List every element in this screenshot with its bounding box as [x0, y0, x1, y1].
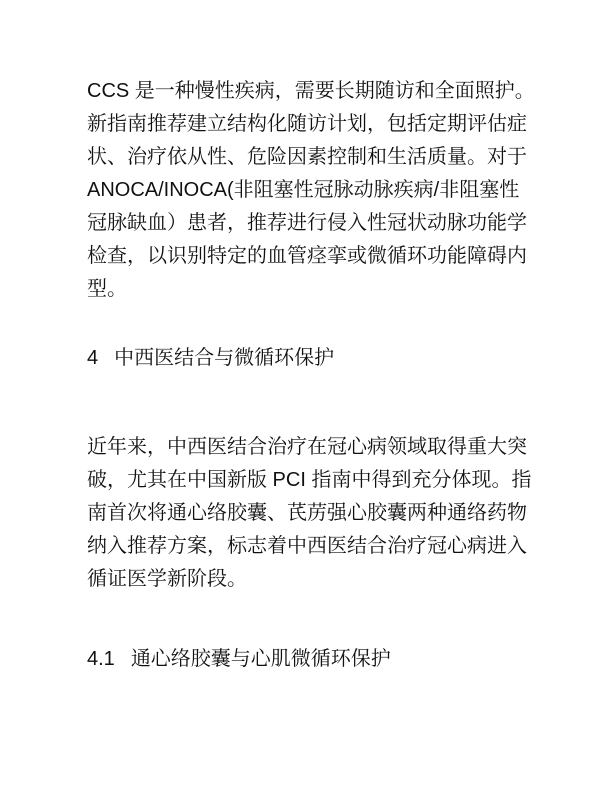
text-line: 检查，以识别特定的血管痉挛或微循环功能障碍内 — [87, 245, 527, 267]
heading-number: 4.1 — [87, 648, 115, 670]
text-line: 破，尤其在中国新版 PCI 指南中得到充分体现。指 — [87, 469, 532, 491]
text-line: 状、治疗依从性、危险因素控制和生活质量。对于 — [87, 146, 527, 168]
text-line: 冠脉缺血）患者，推荐进行侵入性冠状动脉功能学 — [87, 212, 527, 234]
text-line: 循证医学新阶段。 — [87, 568, 247, 590]
text-line: ANOCA/INOCA(非阻塞性冠脉动脉疾病/非阻塞性 — [87, 179, 520, 201]
text-line: 南首次将通心络胶囊、芪苈强心胶囊两种通络药物 — [87, 502, 527, 524]
text-line: 新指南推荐建立结构化随访计划，包括定期评估症 — [87, 113, 527, 135]
heading-number: 4 — [87, 347, 99, 369]
heading-text: 通心络胶囊与心肌微循环保护 — [130, 648, 391, 670]
text-line: 型。 — [87, 278, 127, 300]
section-heading-4 — [87, 342, 529, 375]
paragraph-integrative-medicine — [87, 431, 532, 596]
text-line: CCS 是一种慢性疾病，需要长期随访和全面照护。 — [87, 80, 535, 102]
section-heading-4-1 — [87, 643, 529, 676]
paragraph-ccs-followup — [87, 75, 535, 306]
text-line: 纳入推荐方案，标志着中西医结合治疗冠心病进入 — [87, 535, 527, 557]
text-line: 近年来，中西医结合治疗在冠心病领域取得重大突 — [87, 436, 527, 458]
heading-text: 中西医结合与微循环保护 — [114, 347, 335, 369]
